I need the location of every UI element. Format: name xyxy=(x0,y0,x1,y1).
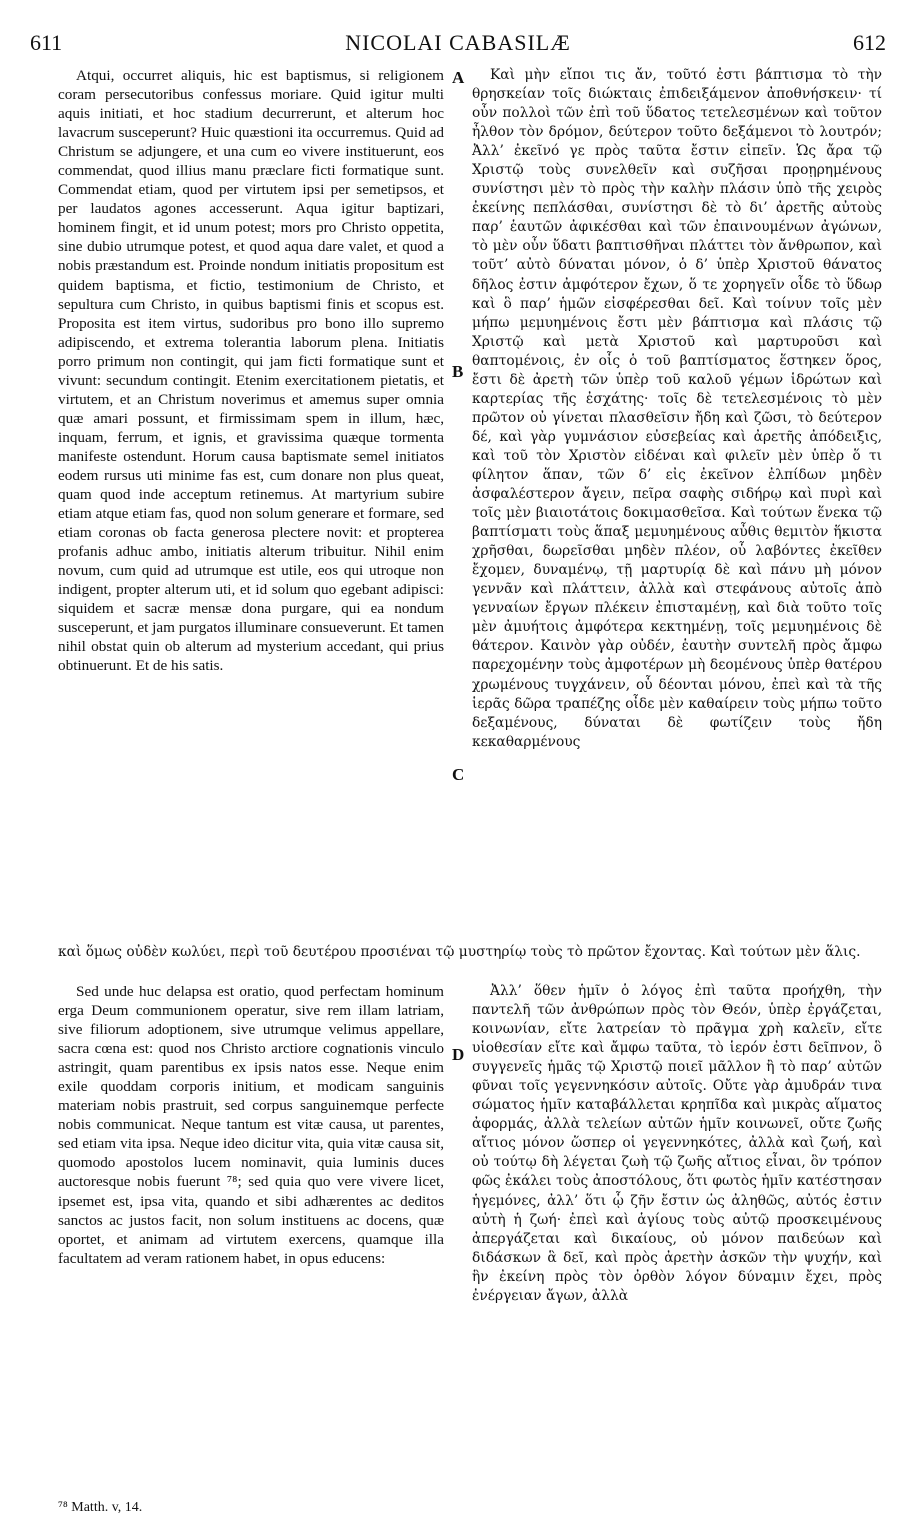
footnote: ⁷⁸ Matth. v, 14. xyxy=(58,1500,143,1515)
page-number-left: 611 xyxy=(30,30,63,55)
page-header xyxy=(30,30,886,60)
page-number-right: 612 xyxy=(853,30,886,55)
latin-paragraph-1: Atqui, occurret aliquis, hic est baptismus, si religionem coram persecutoribus confessus moriare. Quid igitur multi aquis initiati, et hoc stadium decurrerunt, et alterum hoc lavacrum susceperunt? Huic quæstioni ita occurremus. Quid ad Christum se adjungere, et una cum eo vivere instituerunt, eos commendat, quod illius manu præclare ficti formatique sunt. Commendat etiam, quod per virtutem ipsi per semetipsos, et per laudatos agones accesserunt. Aqua igitur baptizari, hominem fingit, et id unum potest; mors pro Christo oppetita, sine dubio utrumque potest, et quod aqua dare valet, et quod a nobis præstandum est. Proinde nondum initiatis propositum est quidem baptisma, et fictio, testimonium de Christo, et sepultura cum Christo, in quibus baptismi finis et scopus est. Proposita est item virtus, sudoribus pro bono illo supremo adipiscendo, et extrema tolerantia laborum plena. Initiatis porro primum non contingit, qui jam ficti formatique sunt et vivunt: secundum contingit. Etenim exercitationem pietatis, et virtutem, et an Christum noverimus et amemus super omnia quæ amari possunt, et firmissimam spem in illum, hæc, inquam, ferrum, et ignis, et gravissima quæque tormenta manifeste ostendunt. Horum causa baptismate semel initiatos eodem rursus uti minime fas est, cum donare non plus queat, quam quod inde acceptum retinemus. At martyrium subire etiam atque etiam fas, quod non solum generare et formare, sed etiam coronas ob facta generosa plectere novit: et propterea profanis adhuc ambo, initiatis alterum tribuitur. Nihil enim novum, cum quid ad utrumque est utile, eos qui utroque non indigent, propter alterum uti, et id solum quo egebant adipisci: siquidem et sacræ mensæ dona purgare, qui ea nondum susceperunt, et jam purgatos illuminare consueverunt. Et tamen nihil obstat quin ob alterum ad mysterium accedant, qui prius obtinuerunt. Et de his satis. xyxy=(58,67,444,675)
greek-column-bottom xyxy=(472,982,882,1306)
latin-column-top xyxy=(58,66,444,676)
latin-paragraph-2: Sed unde huc delapsa est oratio, quod perfectam hominum erga Deum communionem operatur, sive rem illam latriam, sive filiorum adoptionem, sive utrumque velimus appellare, sacra cœna est: quod nos Christo arctiore cognationis vinculo astringit, quam parentibus ex ipsis natos esse. Neque enim exile quoddam corporis initium, et modicam sanguinis materiam nobis prastruit, sed corpus sanguinemque perfecte nobis communicat. Neque tantum est vitæ causa, ut parentes, sed etiam vita ipsa. Neque ideo dicitur vita, quia vitæ causa sit, quomodo apostolos lucem nominavit, quia luminis duces auctoresque nobis fuerunt ⁷⁸; sed quia quo vere vivere licet, ipsemet est, ipsa vita, quando et sibi adhærentes ac deditos sanctos ac justos facit, non solum instituens ac docens, quæ oportet, et animam ad virtutem exercens, quamque illa facultatem ad veram rationem habet, in opus educens: xyxy=(58,983,444,1267)
section-marker-c: C xyxy=(452,765,465,784)
greek-column-top xyxy=(472,66,882,752)
latin-column-bottom xyxy=(58,982,444,1268)
section-marker-b: B xyxy=(452,362,464,381)
section-marker-d: D xyxy=(452,1045,465,1064)
greek-continuation-line: καὶ ὅμως οὐδὲν κωλύει, περὶ τοῦ δευτέρου προσιέναι τῷ μυστηρίῳ τοὺς τὸ πρῶτον ἔχοντας. Καὶ τούτων μὲν ἅλις. xyxy=(58,944,861,960)
greek-paragraph-1: Καὶ μὴν εἴποι τις ἄν, τοῦτό ἐστι βάπτισμα τὸ τὴν θρησκείαν τοῖς διώκταις ἐπιδειξάμενον ἀποθνήσκειν· τί οὖν πολλοὶ τῶν ἐπὶ τοῦ ὕδατος τετελεσμένων καὶ τοῦτον ἦλθον τὸν δρόμον, δεύτερον τοῦτο δεξάμενοι τὸ λουτρόν; Ἀλλ’ ἐκεῖνό γε πρὸς ταῦτα ἔστιν εἰπεῖν. Ὡς ἄρα τῷ Χριστῷ τοὺς συνελθεῖν καὶ συζῆσαι προῃρημένους συνίστησι μὲν τὸ πρὸς τὴν καλὴν πλάσιν ὑπὸ τῆς χειρὸς ἐκείνης πεπλάσθαι, συνίστησι δὲ τὸ δι’ ἀρετῆς αὐτοὺς παρ’ ἑαυτῶν ἀφικέσθαι καὶ τῶν ἐπαινουμένων ἀγώνων, τὸ μὲν οὖν ὕδατι βαπτισθῆναι πλάττει τὸν ἄνθρωπον, καὶ τοῦτ’ αὐτὸ δύναται μόνον, ὁ δ’ ὑπὲρ Χριστοῦ θάνατος δῆλος ἐστιν ἀμφότερον ἔχων, ὅ τε χορηγεῖν οἶδε τὸ ὕδωρ καὶ ὃ παρ’ ἡμῶν εἰσφέρεσθαι δεῖ. Καὶ τοίνυν τοῖς μὲν μήπω μεμυημένοις ἔστι μὲν βάπτισμα καὶ πλάσις τῷ Χριστῷ καὶ μετὰ Χριστοῦ καὶ μαρτυροῦσι καὶ θαπτομένοις, ἐν οἷς ὁ τοῦ βαπτίσματος ἕστηκεν ὅρος, ἔστι δὲ ἀρετὴ τῶν ὑπὲρ τοῦ καλοῦ γέμων ἱδρώτων καὶ καρτερίας τῆς ἐσχάτης· τοῖς δὲ τετελεσμένοις τὸ μὲν πρῶτον οὐ γίνεται πλασθεῖσιν ἤδη καὶ ζῶσι, τὸ δεύτερον δέ, καὶ γὰρ γυμνάσιον εὐσεβείας καὶ ἀρετῆς ἀπόδειξις, καὶ τοῦ τὸν Χριστὸν εἰδέναι καὶ φιλεῖν μὲν ὑπὲρ ὅ τι φίλητον ἅπαν, τῶν δ’ εἰς ἐκεῖνον ἐλπίδων μηδὲν ἀσφαλέστερον ἄγειν, πεῖρα σαφὴς σιδήρῳ καὶ πυρὶ καὶ τοῖς μὲν βιαιοτάτοις δοκιμασθεῖσα. Καὶ τούτων ἕνεκα τῷ βαπτίσματι τοὺς ἅπαξ μεμυημένους αὖθις θεμιτὸν ἥκιστα χρῆσθαι, δωρεῖσθαι μηδὲν πλέον, οὗ λαβόντες ἐκεῖθεν ἔχομεν, δυναμένῳ, τῇ μαρτυρίᾳ δὲ καὶ πάνυ μὴ μόνον γεννᾶν καὶ πλάττειν, ἀλλὰ καὶ στεφάνους αὐτοῖς ἀπὸ γενναίων ἔργων πλέκειν ἐπισταμένῃ, καὶ διὰ τοῦτο τοῖς μὲν ἀμυήτοις ἀμφότερα κεκτημένῃ, τοῖς μεμυημένοις δὲ θάτερον. Καινὸν γὰρ οὐδέν, ἑαυτὴν συντελῆ πρὸς ἄμφω παρεχομένην τοὺς ἀμφοτέρων μὴ δεομένους ὑπὲρ θατέρου χρωμένους τυγχάνειν, οὗ δέονται μόνου, ἐπεὶ καὶ τὰ τῆς ἱερᾶς δῶρα τραπέζης οἶδε μὲν καθαίρειν τοὺς μήπω τοῦτο δεξαμένους, δύναται δὲ φωτίζειν τοὺς ἤδη κεκαθαρμένους xyxy=(472,67,882,750)
running-title: NICOLAI CABASILÆ xyxy=(345,30,571,55)
greek-paragraph-2: Ἀλλ’ ὅθεν ἡμῖν ὁ λόγος ἐπὶ ταῦτα προήχθη, τὴν παντελῆ τῶν ἀνθρώπων πρὸς τὸν Θεόν, ὑπὲρ ἐργάζεται, κοινωνίαν, εἴτε λατρείαν τὸ πρᾶγμα χρὴ καλεῖν, εἴτε υἱοθεσίαν εἴτε καὶ ἄμφω ταῦτα, τὸ ἱερόν ἐστι δεῖπνον, ὃ συγγενεῖς ἡμᾶς τῷ Χριστῷ ποιεῖ μᾶλλον ἢ τὸ παρ’ αὐτῶν φῦναι τοῖς γεγεννηκόσιν αὐτοῖς. Οὔτε γὰρ ἀμυδράν τινα σώματος ἡμῖν καταβάλλεται κρηπῖδα καὶ μικρὰς αἵματος ἀφορμάς, ἀλλὰ τελείων αὐτῶν ἡμῖν κοινωνεῖ, οὔτε ζωῆς αἴτιος μόνον ὥσπερ οἱ γεγεννηκότες, ἀλλὰ καὶ ζωή, καὶ οὐ τούτῳ δὴ λέγεται ζωὴ τῷ ζωῆς αἴτιος εἶναι, ὃν τρόπον φῶς ἐκάλει τοὺς ἀποστόλους, ὅτι φωτὸς ἡμῖν κατέστησαν ἡγεμόνες, ἀλλ’ ὅτι ᾧ ζῆν ἔστιν ὡς ἀληθῶς, αὐτός ἐστιν αὐτὴ ἡ ζωή· ἐπεὶ καὶ ἁγίους τοὺς αὐτῷ προσκειμένους ἀπεργάζεται καὶ δικαίους, οὐ μόνον παιδεύων καὶ διδάσκων ἃ δεῖ, καὶ πρὸς ἀρετὴν ἀσκῶν τὴν ψυχήν, καὶ ἣν ἐκείνη πρὸς τὸν ὀρθὸν λόγον δύναμιν ἔχει, πρὸς ἐνέργειαν ἄγων, ἀλλὰ xyxy=(472,983,882,1304)
section-marker-a: A xyxy=(452,68,465,87)
